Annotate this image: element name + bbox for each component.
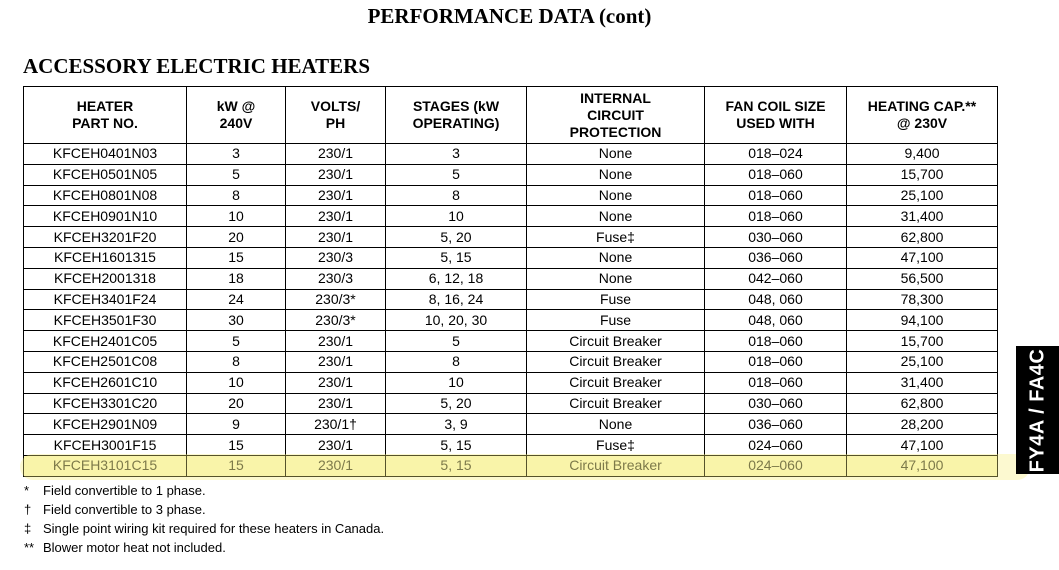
side-tab-label: FY4A / FA4C: [1026, 348, 1048, 472]
table-cell: 31,400: [847, 206, 998, 227]
table-cell: 10, 20, 30: [386, 310, 527, 331]
table-cell: 5: [187, 331, 286, 352]
table-cell: None: [527, 268, 705, 289]
table-cell: KFCEH3001F15: [24, 435, 187, 456]
table-header-row: [24, 87, 998, 144]
table-cell: KFCEH0501N05: [24, 164, 187, 185]
column-header: STAGES (kW OPERATING): [386, 87, 527, 144]
table-cell: Fuse: [527, 289, 705, 310]
table-cell: 28,200: [847, 414, 998, 435]
footnote-symbol: †: [24, 502, 32, 517]
table-cell: 036–060: [705, 414, 847, 435]
table-cell: 018–060: [705, 164, 847, 185]
table-row: [24, 435, 998, 456]
table-cell: 048, 060: [705, 310, 847, 331]
table-cell: 8: [386, 185, 527, 206]
table-cell: 15,700: [847, 331, 998, 352]
table-cell: Circuit Breaker: [527, 351, 705, 372]
table-cell: 230/3*: [286, 310, 386, 331]
table-cell: 30: [187, 310, 286, 331]
table-cell: 230/3: [286, 247, 386, 268]
table-row: [24, 414, 998, 435]
page-title: PERFORMANCE DATA (cont): [367, 4, 652, 28]
table-cell: 230/1: [286, 435, 386, 456]
table-cell: 18: [187, 268, 286, 289]
table-cell: 018–060: [705, 372, 847, 393]
table-cell: None: [527, 164, 705, 185]
table-cell: Circuit Breaker: [527, 393, 705, 414]
table-cell: KFCEH0801N08: [24, 185, 187, 206]
table-cell: 8: [386, 351, 527, 372]
table-row: [24, 227, 998, 248]
table-row: [24, 310, 998, 331]
table-cell: 15: [187, 247, 286, 268]
table-cell: 15,700: [847, 164, 998, 185]
table-cell: 230/1: [286, 206, 386, 227]
table-cell: 31,400: [847, 372, 998, 393]
table-row: [24, 351, 998, 372]
table-cell: 5, 15: [386, 435, 527, 456]
table-cell: 3: [187, 144, 286, 165]
table-cell: Fuse‡: [527, 227, 705, 248]
table-cell: 47,100: [847, 455, 998, 476]
table-cell: 47,100: [847, 435, 998, 456]
table-cell: 042–060: [705, 268, 847, 289]
table-cell: 230/1: [286, 455, 386, 476]
table-cell: 20: [187, 227, 286, 248]
table-cell: 9: [187, 414, 286, 435]
table-cell: KFCEH2401C05: [24, 331, 187, 352]
table-cell: None: [527, 185, 705, 206]
table-cell: 24: [187, 289, 286, 310]
heaters-table: [23, 86, 998, 477]
table-cell: 230/1: [286, 185, 386, 206]
table-cell: KFCEH2001318: [24, 268, 187, 289]
table-cell: 5: [187, 164, 286, 185]
table-cell: 15: [187, 455, 286, 476]
footnote-text: Blower motor heat not included.: [43, 540, 226, 555]
table-cell: Circuit Breaker: [527, 455, 705, 476]
column-header: FAN COIL SIZE USED WITH: [705, 87, 847, 144]
footnotes: [24, 481, 384, 557]
table-cell: 62,800: [847, 227, 998, 248]
table-cell: None: [527, 247, 705, 268]
footnote-symbol: ‡: [24, 521, 32, 536]
table-cell: 8: [187, 351, 286, 372]
footnote: [24, 538, 384, 557]
section-title: ACCESSORY ELECTRIC HEATERS: [23, 54, 371, 78]
footnote: [24, 500, 384, 519]
table-cell: Circuit Breaker: [527, 372, 705, 393]
table-cell: 10: [386, 206, 527, 227]
table-cell: 94,100: [847, 310, 998, 331]
table-cell: 036–060: [705, 247, 847, 268]
footnote-text: Field convertible to 3 phase.: [43, 502, 206, 517]
table-cell: KFCEH2901N09: [24, 414, 187, 435]
table-cell: 5: [386, 164, 527, 185]
table-cell: 9,400: [847, 144, 998, 165]
column-header: HEATER PART NO.: [24, 87, 187, 144]
table-cell: 230/1: [286, 164, 386, 185]
table-row: [24, 268, 998, 289]
table-cell: 3: [386, 144, 527, 165]
table-cell: 230/1: [286, 393, 386, 414]
table-cell: 25,100: [847, 185, 998, 206]
table-cell: KFCEH1601315: [24, 247, 187, 268]
table-cell: 8, 16, 24: [386, 289, 527, 310]
table-cell: 56,500: [847, 268, 998, 289]
table-row: [24, 393, 998, 414]
table-cell: 018–060: [705, 351, 847, 372]
side-tab: [1016, 346, 1059, 474]
footnote: [24, 519, 384, 538]
table-cell: 62,800: [847, 393, 998, 414]
table-cell: 230/1: [286, 144, 386, 165]
column-header: kW @ 240V: [187, 87, 286, 144]
footnote-symbol: *: [24, 483, 30, 498]
table-row: [24, 331, 998, 352]
table-cell: 5, 15: [386, 247, 527, 268]
table-row: [24, 144, 998, 165]
table-cell: KFCEH2601C10: [24, 372, 187, 393]
table-cell: KFCEH0901N10: [24, 206, 187, 227]
table-cell: KFCEH3501F30: [24, 310, 187, 331]
table-cell: 15: [187, 435, 286, 456]
table-cell: 5, 15: [386, 455, 527, 476]
table-cell: 018–060: [705, 206, 847, 227]
table-cell: 3, 9: [386, 414, 527, 435]
footnote: [24, 481, 384, 500]
table-cell: 47,100: [847, 247, 998, 268]
table-cell: 230/1†: [286, 414, 386, 435]
table-cell: None: [527, 144, 705, 165]
table-cell: 024–060: [705, 435, 847, 456]
footnote-text: Single point wiring kit required for these heaters in Canada.: [43, 521, 385, 536]
table-cell: 018–060: [705, 185, 847, 206]
table-cell: 5, 20: [386, 227, 527, 248]
table-cell: 6, 12, 18: [386, 268, 527, 289]
column-header: HEATING CAP.** @ 230V: [847, 87, 998, 144]
table-cell: KFCEH3201F20: [24, 227, 187, 248]
table-cell: 030–060: [705, 393, 847, 414]
column-header: VOLTS/ PH: [286, 87, 386, 144]
table-cell: 5: [386, 331, 527, 352]
table-cell: None: [527, 414, 705, 435]
table-cell: 024–060: [705, 455, 847, 476]
table-cell: 230/3: [286, 268, 386, 289]
table-cell: KFCEH3101C15: [24, 455, 187, 476]
table-cell: 25,100: [847, 351, 998, 372]
table-row: [24, 206, 998, 227]
table-cell: 018–024: [705, 144, 847, 165]
table-cell: 5, 20: [386, 393, 527, 414]
table-cell: 78,300: [847, 289, 998, 310]
table-cell: 10: [187, 372, 286, 393]
table-cell: 230/1: [286, 331, 386, 352]
table-cell: Circuit Breaker: [527, 331, 705, 352]
table-cell: 10: [386, 372, 527, 393]
table-cell: KFCEH3301C20: [24, 393, 187, 414]
table-cell: 230/1: [286, 227, 386, 248]
table-row-highlighted: [24, 455, 998, 476]
table-cell: Fuse‡: [527, 435, 705, 456]
table-cell: 8: [187, 185, 286, 206]
table-cell: 230/1: [286, 372, 386, 393]
table-cell: KFCEH3401F24: [24, 289, 187, 310]
table-cell: 10: [187, 206, 286, 227]
table-cell: 230/1: [286, 351, 386, 372]
table-cell: KFCEH0401N03: [24, 144, 187, 165]
table-cell: 030–060: [705, 227, 847, 248]
table-row: [24, 372, 998, 393]
table-row: [24, 185, 998, 206]
table-cell: Fuse: [527, 310, 705, 331]
table-body: [24, 144, 998, 477]
table-cell: KFCEH2501C08: [24, 351, 187, 372]
table-cell: 230/3*: [286, 289, 386, 310]
table-row: [24, 289, 998, 310]
table-cell: None: [527, 206, 705, 227]
table-row: [24, 247, 998, 268]
table-cell: 20: [187, 393, 286, 414]
table-row: [24, 164, 998, 185]
footnote-text: Field convertible to 1 phase.: [43, 483, 206, 498]
footnote-symbol: **: [24, 540, 35, 555]
table-cell: 018–060: [705, 331, 847, 352]
table-cell: 048, 060: [705, 289, 847, 310]
column-header: INTERNAL CIRCUIT PROTECTION: [527, 87, 705, 144]
